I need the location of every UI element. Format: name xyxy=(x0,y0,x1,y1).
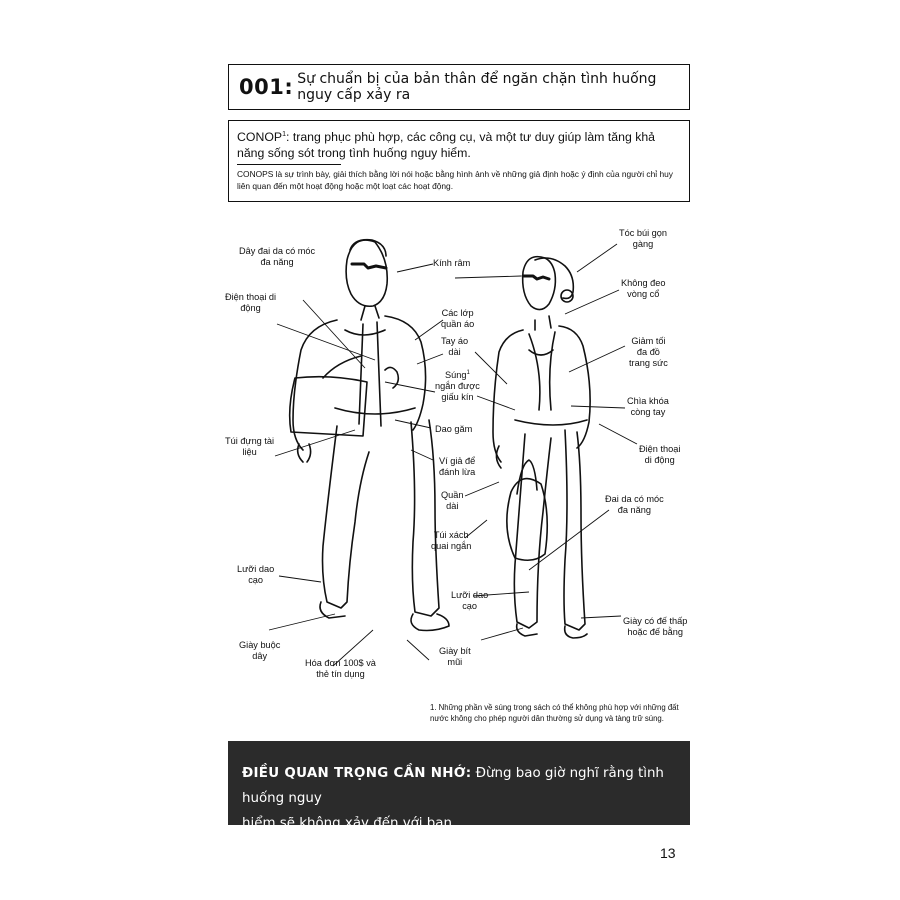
definition-divider xyxy=(237,164,341,165)
definition-box xyxy=(228,120,690,202)
label-belt-woman: Đai da có móc đa năng xyxy=(605,494,664,515)
label-short-handbag: Túi xách quai ngắn xyxy=(431,530,472,551)
label-closed-toe-shoes: Giày bít mũi xyxy=(439,646,471,667)
clothing-illustration xyxy=(225,220,695,690)
definition-body: : trang phục phù hợp, các công cụ, và một tư duy giúp làm tăng khả năng sống sót trong tình huống nguy hiểm. xyxy=(237,130,656,161)
remember-heading: ĐIỀU QUAN TRỌNG CẦN NHỚ: xyxy=(242,766,472,781)
label-handcuff-key: Chìa khóa còng tay xyxy=(627,396,669,417)
label-phone-man: Điện thoại di động xyxy=(225,292,277,313)
label-razor-woman: Lưỡi dao cạo xyxy=(451,590,489,611)
label-long-pants: Quần dài xyxy=(441,490,464,511)
section-title-box xyxy=(228,64,690,110)
definition-note: CONOPS là sự trình bày, giải thích bằng lời nói hoặc bằng hình ảnh về những giả định hoặc ý định của người chỉ huy liên quan đến một hoạt động hoặc một loạt các hoạt động. xyxy=(237,169,673,192)
remember-box xyxy=(228,741,690,831)
section-number: 001: xyxy=(239,75,294,99)
label-decoy-wallet: Ví giả để đánh lừa xyxy=(439,456,476,477)
label-gun-footnote: 1 xyxy=(466,370,470,376)
remember-line-2: hiểm sẽ không xảy đến với bạn. xyxy=(242,816,457,831)
section-title: Sự chuẩn bị của bản thân để ngăn chặn tình huống nguy cấp xảy ra xyxy=(297,71,657,103)
definition-text xyxy=(237,127,679,161)
label-concealed-gun xyxy=(435,368,480,403)
label-razor-man: Lưỡi dao cạo xyxy=(237,564,275,585)
remember-text-1: Đừng bao giờ nghĩ rằng tình huống nguy xyxy=(242,766,664,806)
label-belt-man: Dây đai da có móc đa năng xyxy=(239,246,316,267)
label-no-necklace: Không đeo vòng cổ xyxy=(621,278,666,299)
label-minimal-jewelry: Giảm tối đa đồ trang sức xyxy=(629,336,668,368)
definition-term: CONOP xyxy=(237,130,283,145)
remember-line-1 xyxy=(242,761,676,811)
label-clothing-layers: Các lớp quần áo xyxy=(441,308,475,329)
label-hair-bun: Tóc búi gọn gàng xyxy=(619,228,668,249)
label-long-sleeves: Tay áo dài xyxy=(441,336,469,357)
footnote: 1. Những phần về súng trong sách có thể không phù hợp với những đất nước không cho phép người dân thường sử dụng và tàng trữ súng. xyxy=(430,703,679,723)
label-flat-shoes: Giày có đế thấp hoặc đế bằng xyxy=(623,616,688,637)
label-laced-shoes: Giày buộc dây xyxy=(239,640,281,661)
definition-term-footnote: 1 xyxy=(282,131,286,138)
label-briefcase: Túi đựng tài liệu xyxy=(225,436,275,457)
page-number: 13 xyxy=(660,845,676,861)
label-gun-rest: ngắn được giấu kín xyxy=(435,381,480,403)
label-sunglasses: Kính râm xyxy=(433,258,471,268)
label-dagger: Dao găm xyxy=(435,424,473,434)
label-bill-card: Hóa đơn 100$ và thẻ tín dụng xyxy=(305,658,376,679)
label-gun-word: Súng xyxy=(445,370,467,381)
label-phone-woman: Điện thoại di động xyxy=(639,444,681,465)
